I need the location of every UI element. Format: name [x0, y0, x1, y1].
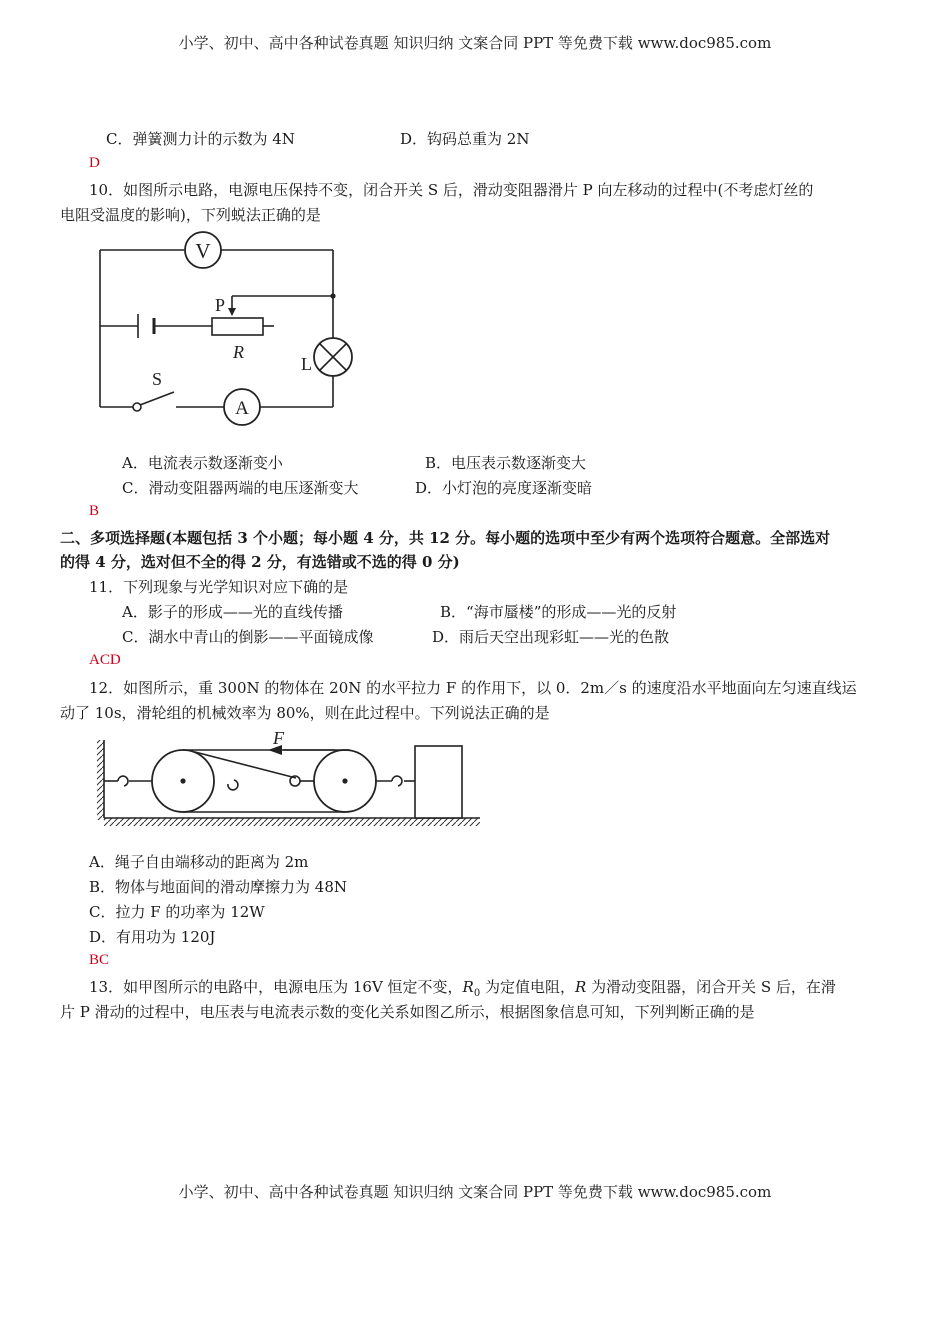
q10-option-a: A．电流表示数逐渐变小 [122, 454, 283, 472]
q9-answer: D [89, 155, 100, 171]
q11-option-a: A．影子的形成——光的直线传播 [122, 603, 343, 621]
q12-stem-line1: 12．如图所示，重 300N 的物体在 20N 的水平拉力 F 的作用下，以 0．2m／s 的速度沿水平地面向左匀速直线运 [89, 679, 857, 697]
q11-option-c: C．湖水中青山的倒影——平面镜成像 [122, 628, 374, 646]
q12-option-d: D．有用功为 120J [89, 928, 216, 946]
q10-answer: B [89, 503, 100, 519]
page-header: 小学、初中、高中各种试卷真题 知识归纳 文案合同 PPT 等免费下载 www.doc985.com [178, 34, 772, 52]
q12-option-a: A．绳子自由端移动的距离为 2m [89, 853, 309, 871]
q9-option-d: D．钩码总重为 2N [400, 130, 530, 148]
q13-stem-line1 [89, 976, 836, 999]
q13-stem-line2: 片 P 滑动的过程中，电压表与电流表示数的变化关系如图乙所示，根据图象信息可知，下列判断正确的是 [60, 1003, 755, 1021]
q13-stem-part-b: 为定值电阻， [480, 978, 575, 996]
q13-r0-subscript: 0 [473, 988, 481, 999]
q12-answer: BC [89, 952, 110, 968]
q12-option-b: B．物体与地面间的滑动摩擦力为 48N [89, 878, 348, 896]
q13-stem-part-c: 为滑动变阻器，闭合开关 S 后，在滑 [586, 978, 836, 996]
lamp-label: L [301, 354, 312, 374]
q10-option-c: C．滑动变阻器两端的电压逐渐变大 [122, 479, 359, 497]
q10-stem-line1: 10．如图所示电路，电源电压保持不变，闭合开关 S 后，滑动变阻器滑片 P 向左移动的过程中(不考虑灯丝的 [89, 181, 814, 199]
q10-option-d: D．小灯泡的亮度逐渐变暗 [415, 479, 593, 497]
q12-option-c: C．拉力 F 的功率为 12W [89, 903, 265, 921]
q10-option-b: B．电压表示数逐渐变大 [425, 454, 587, 472]
resistor-label: R [233, 342, 244, 362]
q13-r-symbol: R [575, 978, 587, 996]
q10-stem-line2: 电阻受温度的影响)，下列蜕法正确的是 [60, 206, 321, 224]
page-footer: 小学、初中、高中各种试卷真题 知识归纳 文案合同 PPT 等免费下载 www.doc985.com [178, 1183, 772, 1201]
force-label: F [273, 728, 284, 748]
q11-answer: ACD [89, 652, 121, 668]
slider-label: P [215, 295, 226, 315]
section2-heading-line1: 二、多项选择题(本题包括 3 个小题；每小题 4 分，共 12 分。每小题的选项中至少有两个选项符合题意。全部选对 [60, 529, 831, 547]
q11-option-d: D．雨后天空出现彩虹——光的色散 [432, 628, 670, 646]
q11-stem: 11．下列现象与光学知识对应下确的是 [89, 578, 349, 596]
q12-stem-line2: 动了 10s，滑轮组的机械效率为 80%，则在此过程中。下列说法正确的是 [60, 704, 550, 722]
voltmeter-label: V [195, 239, 211, 263]
q13-stem-part-a: 13．如甲图所示的电路中，电源电压为 16V 恒定不变， [89, 978, 463, 996]
q9-option-c: C．弹簧测力计的示数为 4N [106, 130, 295, 148]
q11-option-b: B．“海市蜃楼”的形成——光的反射 [440, 603, 677, 621]
block [415, 746, 462, 818]
ammeter-label: A [235, 398, 249, 419]
switch-label: S [152, 369, 163, 389]
section2-heading-line2: 的得 4 分，选对但不全的得 2 分，有选错或不选的得 0 分) [60, 553, 460, 571]
q13-r0-symbol: R [462, 978, 474, 996]
